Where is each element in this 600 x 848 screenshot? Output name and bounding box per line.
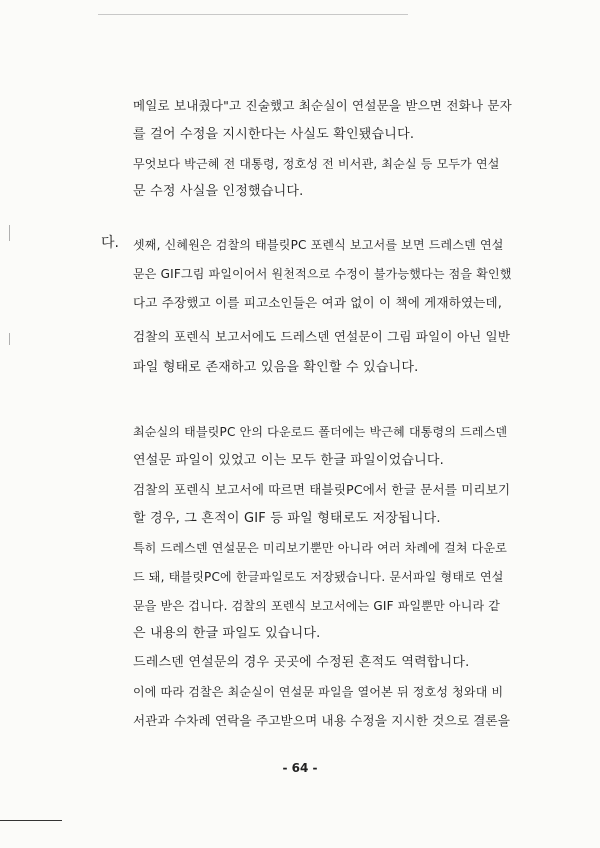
text-line: 할 경우, 그 흔적이 GIF 등 파일 형태로도 저장됩니다. — [133, 511, 441, 526]
text-line: 다고 주장했고 이를 피고소인들은 여과 없이 이 책에 게재하였는데, — [133, 295, 502, 310]
scan-left-tick — [9, 333, 10, 345]
text-line: 최순실의 태블릿PC 안의 다운로드 폴더에는 박근혜 대통령의 드레스덴 — [133, 425, 508, 439]
text-line: 서관과 수차례 연락을 주고받으며 내용 수정을 지시한 것으로 결론을 — [133, 713, 511, 728]
scan-top-rule — [98, 14, 408, 15]
scan-left-tick — [9, 225, 10, 241]
text-line: 연설문 파일이 있었고 이는 모두 한글 파일이었습니다. — [133, 453, 445, 468]
text-line: 특히 드레스덴 연설문은 미리보기뿐만 아니라 여러 차례에 걸쳐 다운로 — [133, 541, 508, 555]
text-line: 드 돼, 태블릿PC에 한글파일로도 저장됐습니다. 문서파일 형태로 연설 — [133, 570, 504, 584]
text-line: 문은 GIF그림 파일이어서 원천적으로 수정이 불가능했다는 점을 확인했 — [133, 267, 512, 281]
text-line: 드레스덴 연설문의 경우 곳곳에 수정된 흔적도 역력합니다. — [133, 655, 470, 670]
section-marker: 다. — [101, 235, 119, 251]
text-line: 검찰의 포렌식 보고서에 따르면 태블릿PC에서 한글 문서를 미리보기 — [133, 482, 511, 497]
text-line: 문 수정 사실을 인정했습니다. — [133, 184, 304, 199]
text-line: 메일로 보내줬다"고 진술했고 최순실이 연설문을 받으면 전화나 문자 — [133, 98, 512, 113]
page-number: - 64 - — [282, 761, 318, 775]
scan-bottom-rule — [0, 820, 62, 821]
text-line: 이에 따라 검찰은 최순실이 연설문 파일을 열어본 뒤 정호성 청와대 비 — [133, 685, 504, 699]
text-line: 무엇보다 박근혜 전 대통령, 정호성 전 비서관, 최순실 등 모두가 연설 — [133, 157, 500, 171]
text-line: 은 내용의 한글 파일도 있습니다. — [133, 626, 321, 641]
text-line: 문을 받은 겁니다. 검찰의 포렌식 보고서에는 GIF 파일뿐만 아니라 같 — [133, 599, 501, 613]
text-line: 셋째, 신혜원은 검찰의 태블릿PC 포렌식 보고서를 보면 드레스덴 연설 — [133, 238, 504, 252]
text-line: 를 걸어 수정을 지시한다는 사실도 확인됐습니다. — [133, 127, 415, 142]
text-line: 파일 형태로 존재하고 있음을 확인할 수 있습니다. — [133, 360, 419, 375]
text-line: 검찰의 포렌식 보고서에도 드레스덴 연설문이 그림 파일이 아닌 일반 — [133, 329, 511, 344]
